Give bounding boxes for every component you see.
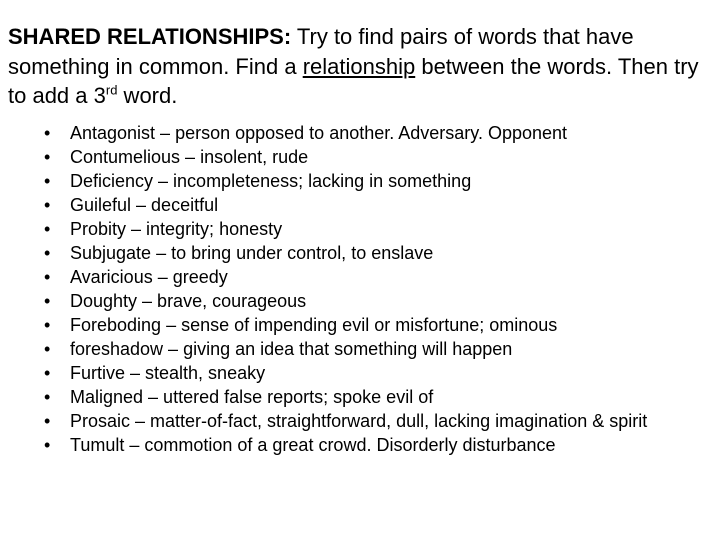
list-item <box>0 292 720 311</box>
list-item-text: Avaricious – greedy <box>70 267 228 287</box>
bullet-icon: • <box>44 243 51 263</box>
heading-text-2: between the words. Then try to add a 3 <box>8 53 699 108</box>
bullet-icon: • <box>44 123 51 143</box>
bullet-icon: • <box>44 363 51 383</box>
bullet-icon: • <box>44 435 51 455</box>
slide-heading <box>8 22 712 111</box>
bullet-icon: • <box>44 315 51 335</box>
bullet-icon: • <box>44 387 51 407</box>
bullet-icon: • <box>44 147 51 167</box>
list-item <box>0 388 720 407</box>
list-item-text: Antagonist – person opposed to another. Adversary. Opponent <box>70 123 568 143</box>
heading-underlined-word: relationship <box>302 53 416 79</box>
heading-text-3: word. <box>117 83 178 108</box>
bullet-icon: • <box>44 339 51 359</box>
heading-lead: SHARED RELATIONSHIPS: <box>8 24 292 49</box>
list-item <box>0 220 720 239</box>
list-item-text: Furtive – stealth, sneaky <box>70 363 266 383</box>
list-item-text: Foreboding – sense of impending evil or misfortune; ominous <box>70 315 558 335</box>
list-item <box>0 172 720 191</box>
list-item <box>0 340 720 359</box>
list-item <box>0 412 720 431</box>
list-item-text: Contumelious – insolent, rude <box>70 147 309 167</box>
list-item <box>0 268 720 287</box>
list-item <box>0 436 720 455</box>
heading-superscript: rd <box>105 82 118 98</box>
bullet-icon: • <box>44 195 51 215</box>
list-item <box>0 316 720 335</box>
bullet-icon: • <box>44 411 51 431</box>
list-item-text: Tumult – commotion of a great crowd. Disorderly disturbance <box>70 435 556 455</box>
vocabulary-list <box>0 124 720 460</box>
list-item-text: Guileful – deceitful <box>70 195 219 215</box>
list-item-text: Probity – integrity; honesty <box>70 219 283 239</box>
list-item <box>0 148 720 167</box>
list-item-text: Subjugate – to bring under control, to enslave <box>70 243 434 263</box>
list-item-text: Maligned – uttered false reports; spoke evil of <box>70 387 434 407</box>
heading-text-1: Try to find pairs of words that have something in common. Find a <box>8 24 634 79</box>
list-item <box>0 364 720 383</box>
bullet-icon: • <box>44 291 51 311</box>
bullet-icon: • <box>44 219 51 239</box>
list-item <box>0 124 720 143</box>
list-item-text: foreshadow – giving an idea that something will happen <box>70 339 513 359</box>
bullet-icon: • <box>44 267 51 287</box>
list-item-text: Deficiency – incompleteness; lacking in something <box>70 171 472 191</box>
list-item-text: Doughty – brave, courageous <box>70 291 307 311</box>
list-item <box>0 196 720 215</box>
list-item <box>0 244 720 263</box>
bullet-icon: • <box>44 171 51 191</box>
list-item-text: Prosaic – matter-of-fact, straightforward, dull, lacking imagination & spirit <box>70 411 648 431</box>
